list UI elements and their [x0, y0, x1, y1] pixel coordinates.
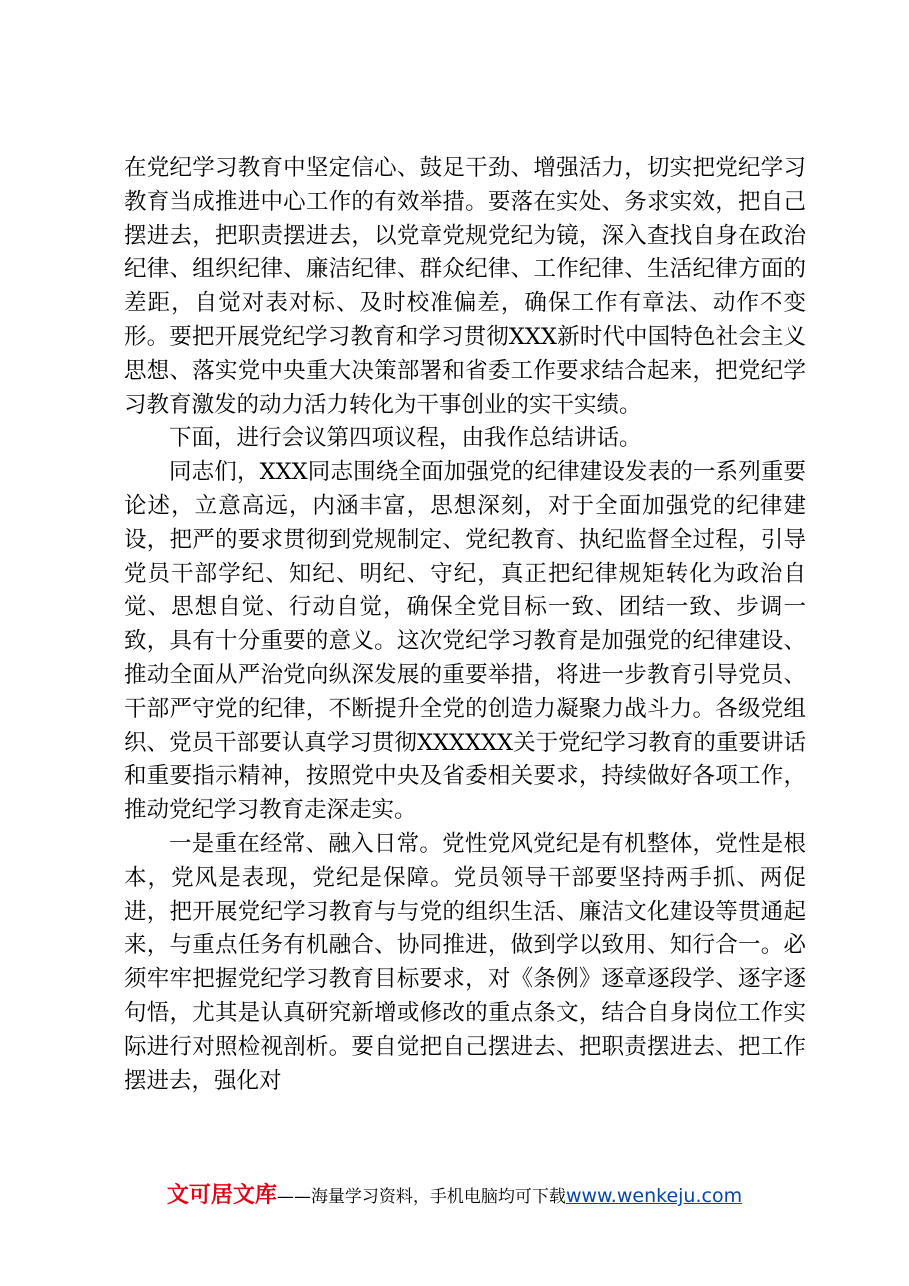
paragraph-comrades: 同志们，XXX同志围绕全面加强党的纪律建设发表的一系列重要论述，立意高远，内涵丰富，思想深刻，对于全面加强党的纪律建设，把严的要求贯彻到党规制定、党纪教育、执纪监督全过程，引导党员干部学纪、知纪、明纪、守纪，真正把纪律规矩转化为政治自觉、思想自觉、行动自觉，确保全党目标一致、团结一致、步调一致，具有十分重要的意义。这次党纪学习教育是加强党的纪律建设、推动全面从严治党向纵深发展的重要举措，将进一步教育引导党员、干部严守党的纪律，不断提升全党的创造力凝聚力战斗力。各级党组织、党员干部要认真学习贯彻XXXXXX关于党纪学习教育的重要讲话和重要指示精神，按照党中央及省委相关要求，持续做好各项工作，推动党纪学习教育走深走实。 — [124, 459, 806, 824]
paragraph-continuation: 在党纪学习教育中坚定信心、鼓足干劲、增强活力，切实把党纪学习教育当成推进中心工作的有效举措。要落在实处、务求实效，把自己摆进去，把职责摆进去，以党章党规党纪为镜，深入查找自身在政治纪律、组织纪律、廉洁纪律、群众纪律、工作纪律、生活纪律方面的差距，自觉对表对标、及时校准偏差，确保工作有章法、动作不变形。要把开展党纪学习教育和学习贯彻XXX新时代中国特色社会主义思想、落实党中央重大决策部署和省委工作要求结合起来，把党纪学习教育激发的动力活力转化为干事创业的实干实绩。 — [124, 155, 806, 418]
paragraph-point-one: 一是重在经常、融入日常。党性党风党纪是有机整体，党性是根本，党风是表现，党纪是保障。党员领导干部要坚持两手抓、两促进，把开展党纪学习教育与与党的组织生活、廉洁文化建设等贯通起来，与重点任务有机融合、协同推进，做到学以致用、知行合一。必须牢牢把握党纪学习教育目标要求，对《条例》逐章逐段学、逐字逐句悟，尤其是认真研究新增或修改的重点条文，结合自身岗位工作实际进行对照检视剖析。要自觉把自己摆进去、把职责摆进去、把工作摆进去，强化对 — [124, 830, 806, 1094]
footer-brand: 文可居文库 — [166, 1183, 277, 1208]
footer-tagline: ——海量学习资料，手机电脑均可下载 — [276, 1187, 566, 1207]
paragraph-agenda: 下面，进行会议第四项议程，由我作总结讲话。 — [169, 425, 642, 452]
document-body — [124, 152, 806, 1098]
footer-banner — [0, 1178, 909, 1209]
footer-site-link[interactable]: www.wenkeju.com — [565, 1185, 743, 1207]
